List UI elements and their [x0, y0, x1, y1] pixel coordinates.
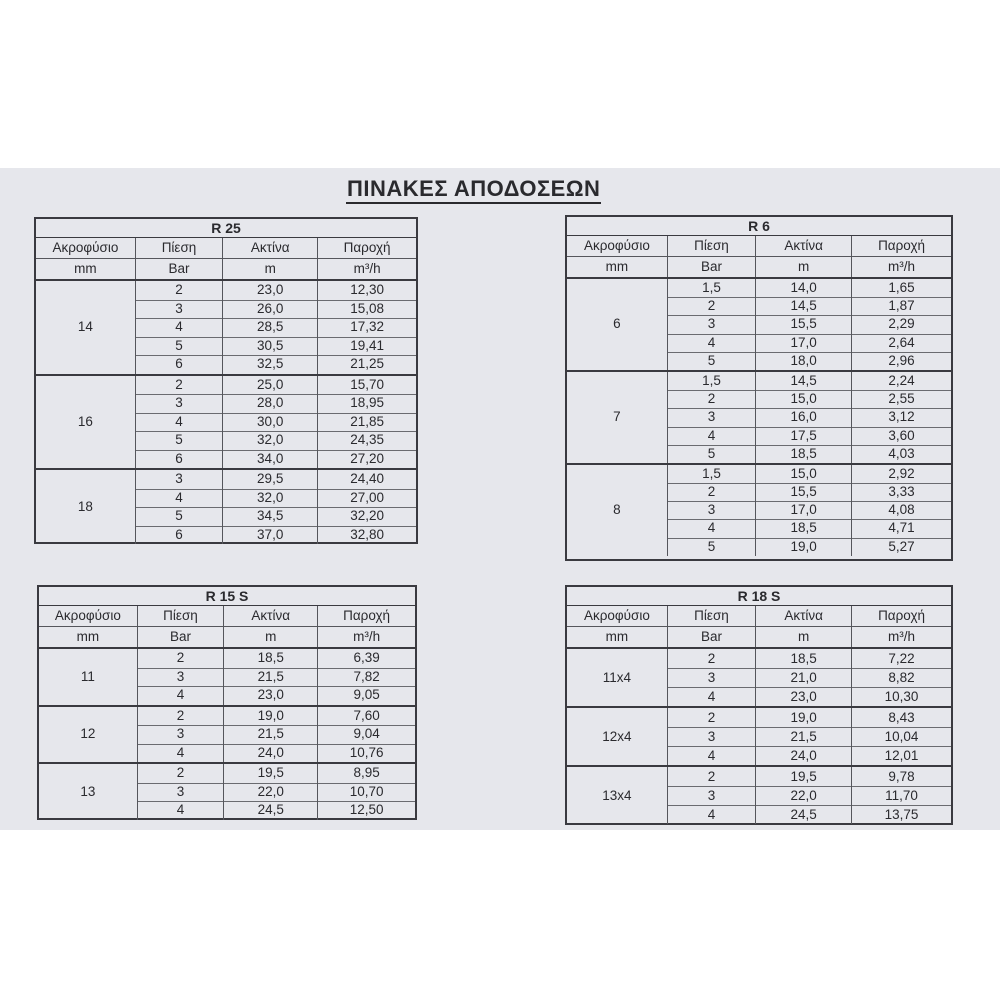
nozzle-cell — [39, 686, 137, 705]
radius-cell: 19,0 — [755, 538, 851, 556]
radius-cell: 32,5 — [222, 355, 317, 374]
table-row — [36, 376, 416, 395]
nozzle-cell — [567, 649, 667, 669]
unit-label: mm — [605, 629, 629, 644]
units-row — [39, 627, 415, 649]
table-row — [36, 355, 416, 374]
nozzle-group — [36, 376, 416, 471]
nozzle-cell — [567, 445, 667, 463]
pressure-cell: 6 — [135, 450, 222, 469]
nozzle-cell — [39, 764, 137, 784]
nozzle-size: 18 — [77, 499, 93, 514]
unit-label: m³/h — [851, 627, 951, 647]
flow-cell: 3,60 — [851, 427, 951, 446]
nozzle-cell — [36, 470, 135, 490]
radius-cell: 21,5 — [755, 727, 851, 747]
flow-cell: 12,01 — [851, 746, 951, 765]
radius-cell: 21,0 — [755, 668, 851, 688]
radius-cell: 17,5 — [755, 427, 851, 446]
pressure-cell: 5 — [667, 538, 755, 556]
flow-cell: 9,78 — [851, 767, 951, 787]
unit-label: m³/h — [317, 627, 415, 647]
pressure-cell: 4 — [667, 687, 755, 706]
column-header: Πίεση — [667, 606, 755, 626]
flow-cell: 21,25 — [317, 355, 416, 374]
radius-cell: 18,5 — [755, 445, 851, 463]
nozzle-group — [567, 708, 951, 767]
pressure-cell: 3 — [137, 725, 223, 745]
nozzle-cell — [567, 352, 667, 370]
nozzle-cell — [567, 372, 667, 391]
pressure-cell: 3 — [667, 727, 755, 747]
flow-cell: 11,70 — [851, 786, 951, 806]
pressure-cell: 4 — [137, 801, 223, 820]
flow-cell: 6,39 — [317, 649, 415, 669]
nozzle-group — [39, 764, 415, 820]
flow-cell: 7,82 — [317, 668, 415, 688]
nozzle-size: 8 — [613, 502, 621, 518]
nozzle-cell — [567, 297, 667, 316]
column-header: Ακτίνα — [755, 236, 851, 256]
column-header: Ακτίνα — [755, 606, 851, 626]
table-row — [567, 483, 951, 501]
flow-cell: 8,43 — [851, 708, 951, 728]
nozzle-cell — [567, 708, 667, 728]
unit-label: m — [755, 627, 851, 647]
table-row — [36, 394, 416, 413]
radius-cell: 18,5 — [755, 519, 851, 538]
table-row — [39, 764, 415, 783]
flow-cell: 2,29 — [851, 315, 951, 334]
nozzle-size: 6 — [613, 316, 621, 332]
flow-cell: 4,03 — [851, 445, 951, 463]
radius-cell: 15,0 — [755, 465, 851, 484]
flow-cell: 2,96 — [851, 352, 951, 370]
flow-cell: 3,33 — [851, 483, 951, 502]
pressure-cell: 4 — [667, 746, 755, 765]
pressure-cell: 4 — [667, 427, 755, 446]
radius-cell: 23,0 — [223, 686, 317, 705]
unit-label: m³/h — [317, 259, 416, 279]
pressure-cell: 2 — [137, 707, 223, 727]
nozzle-size: 11 — [80, 668, 95, 684]
flow-cell: 10,30 — [851, 687, 951, 706]
column-header: Παροχή — [851, 606, 951, 626]
table-row — [567, 279, 951, 297]
nozzle-group — [39, 649, 415, 707]
nozzle-group — [36, 281, 416, 376]
header-row — [567, 236, 951, 257]
nozzle-cell — [39, 801, 137, 820]
pressure-cell: 2 — [137, 649, 223, 669]
radius-cell: 32,0 — [222, 489, 317, 509]
column-header: Ακροφύσιο — [54, 608, 121, 623]
page-title: ΠΙΝΑΚΕΣ ΑΠΟΔΟΣΕΩΝ — [346, 176, 601, 204]
unit-label: m — [223, 627, 317, 647]
flow-cell: 2,55 — [851, 390, 951, 409]
flow-cell: 15,08 — [317, 300, 416, 320]
table-row — [567, 708, 951, 727]
flow-cell: 17,32 — [317, 318, 416, 338]
pressure-cell: 4 — [135, 413, 222, 433]
nozzle-size: 12x4 — [602, 728, 632, 744]
table-row — [567, 805, 951, 824]
table-r25 — [34, 217, 418, 544]
column-header: Ακροφύσιο — [583, 608, 650, 623]
pressure-cell: 6 — [135, 355, 222, 374]
nozzle-cell — [567, 465, 667, 484]
pressure-cell: 3 — [667, 786, 755, 806]
unit-label: Bar — [135, 259, 222, 279]
nozzle-group — [567, 465, 951, 556]
header-row — [567, 606, 951, 627]
radius-cell: 17,0 — [755, 334, 851, 353]
column-header: Παροχή — [851, 236, 951, 256]
radius-cell: 19,5 — [223, 764, 317, 784]
table-name: R 25 — [36, 219, 416, 238]
nozzle-group — [39, 707, 415, 765]
nozzle-size: 14 — [77, 319, 93, 335]
flow-cell: 13,75 — [851, 805, 951, 824]
table-row — [36, 431, 416, 450]
table-row — [567, 746, 951, 765]
table-r6 — [565, 215, 953, 561]
table-row — [36, 526, 416, 545]
pressure-cell: 4 — [667, 519, 755, 538]
unit-label: m — [222, 259, 317, 279]
pressure-cell: 3 — [135, 470, 222, 490]
flow-cell: 12,30 — [317, 281, 416, 301]
pressure-cell: 3 — [135, 394, 222, 414]
pressure-cell: 1,5 — [667, 279, 755, 298]
nozzle-cell — [36, 281, 135, 301]
nozzle-cell — [36, 450, 135, 469]
header-row — [36, 238, 416, 259]
nozzle-cell — [567, 687, 667, 706]
radius-cell: 34,5 — [222, 507, 317, 527]
flow-cell: 27,20 — [317, 450, 416, 469]
pressure-cell: 3 — [137, 668, 223, 688]
nozzle-cell — [567, 279, 667, 298]
nozzle-cell — [39, 744, 137, 763]
radius-cell: 14,0 — [755, 279, 851, 298]
table-r15s — [37, 585, 417, 820]
flow-cell: 32,80 — [317, 526, 416, 545]
radius-cell: 34,0 — [222, 450, 317, 469]
column-header: Ακροφύσιο — [583, 238, 650, 253]
radius-cell: 19,0 — [755, 708, 851, 728]
nozzle-cell — [36, 526, 135, 545]
unit-label: Bar — [137, 627, 223, 647]
flow-cell: 4,71 — [851, 519, 951, 538]
nozzle-cell — [36, 376, 135, 396]
pressure-cell: 2 — [667, 483, 755, 502]
unit-label: mm — [76, 629, 100, 644]
radius-cell: 15,0 — [755, 390, 851, 409]
nozzle-cell — [39, 649, 137, 669]
flow-cell: 1,87 — [851, 297, 951, 316]
table-row — [39, 744, 415, 763]
table-row — [36, 450, 416, 469]
radius-cell: 15,5 — [755, 483, 851, 502]
pressure-cell: 3 — [667, 668, 755, 688]
radius-cell: 18,0 — [755, 352, 851, 370]
table-row — [567, 334, 951, 352]
pressure-cell: 1,5 — [667, 372, 755, 391]
radius-cell: 17,0 — [755, 501, 851, 520]
table-row — [36, 300, 416, 319]
nozzle-cell — [39, 707, 137, 727]
column-header: Πίεση — [135, 238, 222, 258]
table-row — [567, 445, 951, 463]
flow-cell: 4,08 — [851, 501, 951, 520]
radius-cell: 19,5 — [755, 767, 851, 787]
pressure-cell: 6 — [135, 526, 222, 545]
nozzle-size: 13 — [80, 783, 96, 799]
pressure-cell: 3 — [667, 408, 755, 427]
table-row — [36, 281, 416, 300]
flow-cell: 24,40 — [317, 470, 416, 490]
units-row — [36, 259, 416, 281]
radius-cell: 23,0 — [755, 687, 851, 706]
pressure-cell: 4 — [135, 489, 222, 509]
flow-cell: 15,70 — [317, 376, 416, 396]
flow-cell: 10,70 — [317, 783, 415, 803]
pressure-cell: 2 — [667, 767, 755, 787]
table-row — [567, 519, 951, 537]
units-row — [567, 627, 951, 649]
pressure-cell: 5 — [135, 337, 222, 357]
pressure-cell: 2 — [667, 390, 755, 409]
flow-cell: 8,82 — [851, 668, 951, 688]
flow-cell: 5,27 — [851, 538, 951, 556]
pressure-cell: 5 — [667, 445, 755, 463]
header-row — [39, 606, 415, 627]
radius-cell: 37,0 — [222, 526, 317, 545]
flow-cell: 10,04 — [851, 727, 951, 747]
table-row — [39, 707, 415, 726]
radius-cell: 30,5 — [222, 337, 317, 357]
radius-cell: 24,5 — [223, 801, 317, 820]
pressure-cell: 2 — [667, 708, 755, 728]
table-row — [567, 687, 951, 706]
table-row — [39, 801, 415, 820]
column-header: Πίεση — [137, 606, 223, 626]
nozzle-cell — [567, 805, 667, 824]
pressure-cell: 3 — [667, 501, 755, 520]
pressure-cell: 1,5 — [667, 465, 755, 484]
table-row — [39, 686, 415, 705]
pressure-cell: 4 — [667, 334, 755, 353]
column-header: Παροχή — [317, 238, 416, 258]
column-header: Παροχή — [317, 606, 415, 626]
unit-label: m — [755, 257, 851, 277]
nozzle-cell — [567, 519, 667, 538]
flow-cell: 18,95 — [317, 394, 416, 414]
radius-cell: 24,5 — [755, 805, 851, 824]
radius-cell: 24,0 — [223, 744, 317, 763]
nozzle-cell — [567, 390, 667, 409]
table-row — [567, 390, 951, 408]
radius-cell: 32,0 — [222, 431, 317, 451]
table-row — [567, 372, 951, 390]
pressure-cell: 3 — [135, 300, 222, 320]
table-name: R 6 — [567, 217, 951, 236]
flow-cell: 2,64 — [851, 334, 951, 353]
nozzle-cell — [36, 394, 135, 414]
nozzle-size: 16 — [77, 413, 93, 429]
radius-cell: 14,5 — [755, 297, 851, 316]
nozzle-cell — [36, 337, 135, 357]
radius-cell: 14,5 — [755, 372, 851, 391]
radius-cell: 30,0 — [222, 413, 317, 433]
radius-cell: 26,0 — [222, 300, 317, 320]
unit-label: mm — [605, 259, 629, 274]
nozzle-cell — [567, 746, 667, 765]
flow-cell: 10,76 — [317, 744, 415, 763]
radius-cell: 28,5 — [222, 318, 317, 338]
radius-cell: 23,0 — [222, 281, 317, 301]
table-row — [567, 767, 951, 786]
table-row — [567, 649, 951, 668]
nozzle-size: 13x4 — [602, 787, 632, 803]
nozzle-cell — [567, 767, 667, 787]
pressure-cell: 4 — [137, 744, 223, 763]
flow-cell: 7,22 — [851, 649, 951, 669]
table-row — [567, 352, 951, 370]
nozzle-size: 11x4 — [602, 669, 632, 685]
table-row — [567, 465, 951, 483]
pressure-cell: 5 — [135, 431, 222, 451]
flow-cell: 7,60 — [317, 707, 415, 727]
nozzle-group — [567, 372, 951, 465]
pressure-cell: 5 — [135, 507, 222, 527]
nozzle-group — [36, 470, 416, 544]
table-row — [567, 427, 951, 445]
nozzle-cell — [36, 355, 135, 374]
flow-cell: 24,35 — [317, 431, 416, 451]
column-header: Πίεση — [667, 236, 755, 256]
nozzle-cell — [36, 300, 135, 320]
pressure-cell: 2 — [667, 649, 755, 669]
unit-label: m³/h — [851, 257, 951, 277]
nozzle-cell — [567, 427, 667, 446]
table-name: R 18 S — [567, 587, 951, 606]
pressure-cell: 5 — [667, 352, 755, 370]
flow-cell: 27,00 — [317, 489, 416, 509]
pressure-cell: 4 — [667, 805, 755, 824]
radius-cell: 21,5 — [223, 725, 317, 745]
flow-cell: 9,04 — [317, 725, 415, 745]
radius-cell: 22,0 — [755, 786, 851, 806]
pressure-cell: 3 — [667, 315, 755, 334]
flow-cell: 3,12 — [851, 408, 951, 427]
column-header: Ακτίνα — [222, 238, 317, 258]
table-row — [36, 337, 416, 356]
flow-cell: 2,24 — [851, 372, 951, 391]
radius-cell: 19,0 — [223, 707, 317, 727]
flow-cell: 21,85 — [317, 413, 416, 433]
nozzle-cell — [567, 334, 667, 353]
nozzle-group — [567, 279, 951, 372]
table-row — [36, 470, 416, 489]
flow-cell: 12,50 — [317, 801, 415, 820]
pressure-cell: 4 — [135, 318, 222, 338]
table-row — [39, 649, 415, 668]
pressure-cell: 2 — [135, 376, 222, 396]
radius-cell: 29,5 — [222, 470, 317, 490]
column-header: Ακτίνα — [223, 606, 317, 626]
nozzle-size: 12 — [80, 726, 96, 742]
radius-cell: 28,0 — [222, 394, 317, 414]
radius-cell: 21,5 — [223, 668, 317, 688]
nozzle-cell — [36, 431, 135, 451]
radius-cell: 15,5 — [755, 315, 851, 334]
radius-cell: 24,0 — [755, 746, 851, 765]
units-row — [567, 257, 951, 279]
radius-cell: 18,5 — [223, 649, 317, 669]
nozzle-cell — [567, 538, 667, 556]
flow-cell: 9,05 — [317, 686, 415, 705]
unit-label: Bar — [667, 627, 755, 647]
flow-cell: 32,20 — [317, 507, 416, 527]
table-name: R 15 S — [39, 587, 415, 606]
unit-label: mm — [74, 261, 97, 276]
nozzle-group — [567, 649, 951, 708]
nozzle-cell — [567, 483, 667, 502]
unit-label: Bar — [667, 257, 755, 277]
radius-cell: 25,0 — [222, 376, 317, 396]
column-header: Ακροφύσιο — [52, 240, 119, 255]
radius-cell: 16,0 — [755, 408, 851, 427]
pressure-cell: 2 — [135, 281, 222, 301]
nozzle-group — [567, 767, 951, 824]
radius-cell: 18,5 — [755, 649, 851, 669]
nozzle-size: 7 — [613, 409, 621, 425]
pressure-cell: 2 — [137, 764, 223, 784]
pressure-cell: 3 — [137, 783, 223, 803]
flow-cell: 8,95 — [317, 764, 415, 784]
pressure-cell: 2 — [667, 297, 755, 316]
pressure-cell: 4 — [137, 686, 223, 705]
flow-cell: 1,65 — [851, 279, 951, 298]
flow-cell: 19,41 — [317, 337, 416, 357]
table-row — [567, 297, 951, 315]
table-r18s — [565, 585, 953, 825]
radius-cell: 22,0 — [223, 783, 317, 803]
flow-cell: 2,92 — [851, 465, 951, 484]
table-row — [567, 538, 951, 556]
